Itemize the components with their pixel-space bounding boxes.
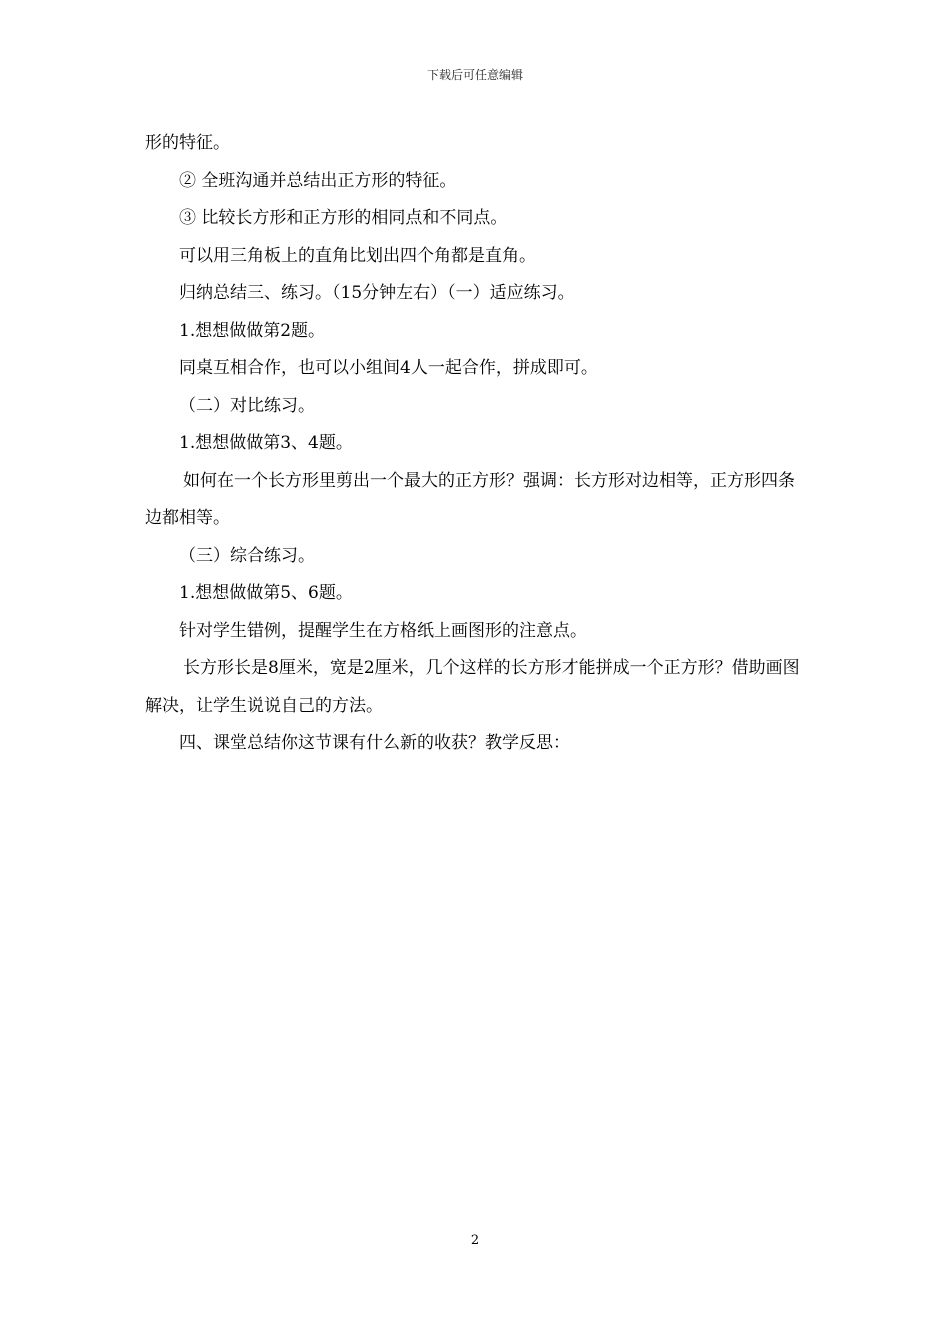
paragraph-square-features: ② 全班沟通并总结出正方形的特征。: [179, 170, 457, 191]
paragraph-exercise-5-6: 1.想想做做第5、6题。: [179, 583, 353, 603]
document-body: [145, 125, 807, 763]
paragraph-summary: 四、课堂总结你这节课有什么新的收获？教学反思：: [179, 733, 570, 753]
page-number: 2: [470, 1233, 480, 1248]
paragraph-rectangle-problem: 长方形长是8厘米，宽是2厘米，几个这样的长方形才能拼成一个正方形？借助画图解决，让学生说说自己的方法。: [145, 658, 800, 716]
paragraph-exercise-3-4: 1.想想做做第3、4题。: [179, 433, 353, 453]
paragraph-comprehensive-practice: （三）综合练习。: [179, 545, 315, 566]
paragraph-exercise-2: 1.想想做做第2题。: [179, 320, 326, 341]
paragraph-compare-shapes: ③ 比较长方形和正方形的相同点和不同点。: [179, 208, 508, 228]
paragraph-cooperation: 同桌互相合作，也可以小组间4人一起合作，拼成即可。: [179, 358, 598, 378]
paragraph-continuation: 形的特征。: [145, 133, 230, 153]
paragraph-right-angles: 可以用三角板上的直角比划出四个角都是直角。: [179, 245, 536, 266]
paragraph-cut-square: 如何在一个长方形里剪出一个最大的正方形？强调：长方形对边相等，正方形四条边都相等。: [145, 470, 795, 528]
paragraph-practice-heading: 归纳总结三、练习。（15分钟左右）（一）适应练习。: [179, 283, 575, 303]
page-header: 下载后可任意编辑: [426, 68, 523, 82]
paragraph-contrast-practice: （二）对比练习。: [179, 395, 315, 416]
paragraph-error-reminder: 针对学生错例，提醒学生在方格纸上画图形的注意点。: [179, 620, 587, 641]
